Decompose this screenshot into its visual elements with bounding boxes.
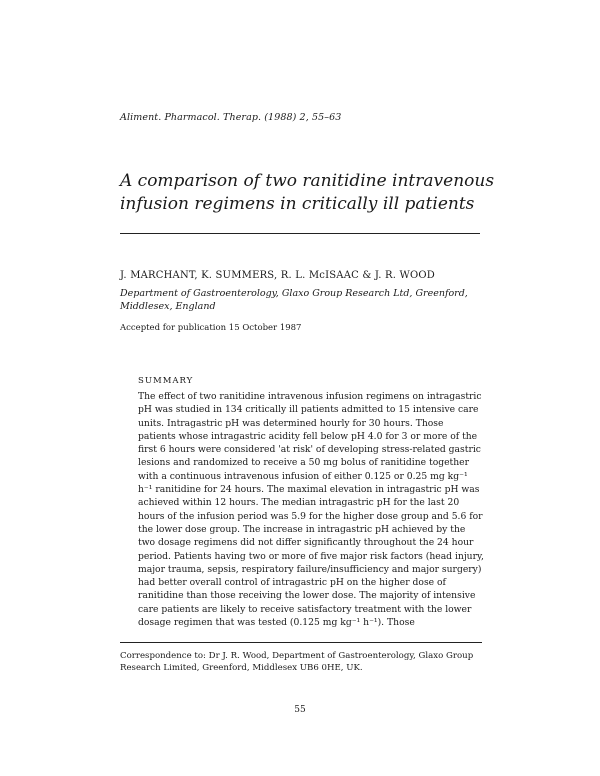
article-title: A comparison of two ranitidine intravenous infusion regimens in critically ill patients: [120, 171, 495, 214]
accepted-date: Accepted for publication 15 October 1987: [120, 323, 302, 333]
page-number: 55: [294, 705, 306, 715]
summary-heading: SUMMARY: [138, 376, 194, 386]
title-divider: [120, 233, 480, 234]
journal-citation: Aliment. Pharmacol. Therap. (1988) 2, 55–63: [120, 112, 342, 123]
footnote-divider: [120, 642, 482, 643]
author-list: J. MARCHANT, K. SUMMERS, R. L. McISAAC & J. R. WOOD: [120, 270, 435, 281]
correspondence-footnote: Correspondence to: Dr J. R. Wood, Department of Gastroenterology, Glaxo Group Research Limited, Greenford, Middlesex UB6 0HE, UK.: [120, 651, 474, 673]
author-affiliation: Department of Gastroenterology, Glaxo Group Research Ltd, Greenford, Middlesex, England: [120, 288, 468, 312]
summary-paragraph: The effect of two ranitidine intravenous infusion regimens on intragastric pH was studied in 134 critically ill patients admitted to 15 intensive care units. Intragastric pH was determined hourly for 30 hours. Those patients whose intragastric acidity fell below pH 4.0 for 3 or more of the first 6 hours were considered 'at risk' of developing stress-related gastric lesions and randomized to receive a 50 mg bolus of ranitidine together with a continuous intravenous infusion of either 0.125 or 0.25 mg kg⁻¹ h⁻¹ ranitidine for 24 hours. The maximal elevation in intragastric pH was achieved within 12 hours. The median intragastric pH for the last 20 hours of the infusion period was 5.9 for the higher dose group and 5.6 for the lower dose group. The increase in intragastric pH achieved by the two dosage regimens did not differ significantly throughout the 24 hour period. Patients having two or more of five major risk factors (head injury, major trauma, sepsis, respiratory failure/insufficiency and major surgery) had better overall control of intragastric pH on the higher dose of ranitidine than those receiving the lower dose. The majority of intensive care patients are likely to receive satisfactory treatment with the lower dosage regimen that was tested (0.125 mg kg⁻¹ h⁻¹). Those: [138, 391, 484, 629]
